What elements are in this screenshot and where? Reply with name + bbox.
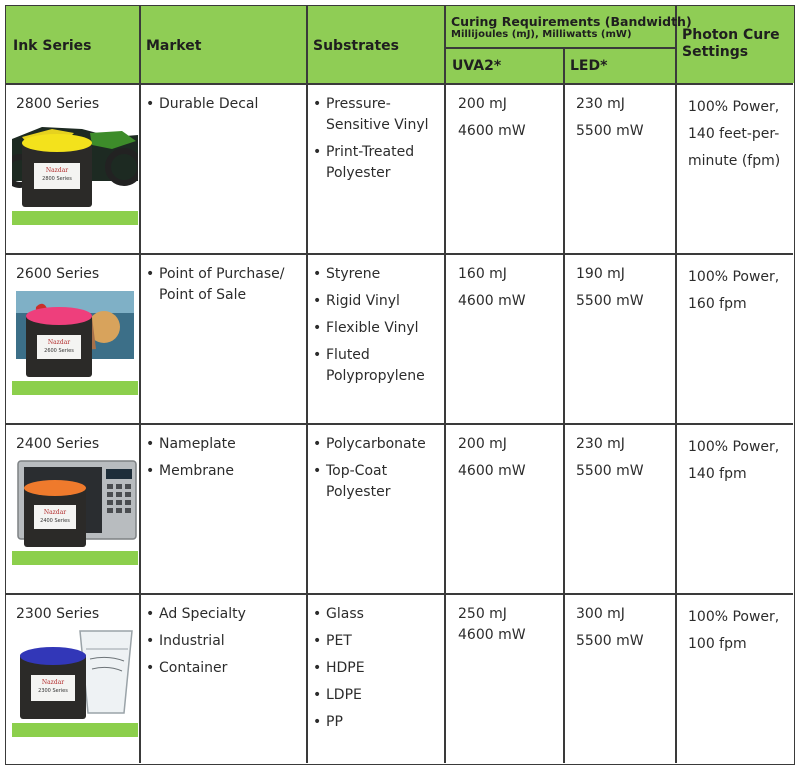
header-substrates: Substrates: [313, 38, 399, 54]
row-2300-series-name: 2300 Series: [16, 606, 100, 622]
row-2800-led: 230 mJ 5500 mW: [576, 96, 644, 139]
list-item: • Durable Decal: [146, 94, 301, 115]
row-2600-led: 190 mJ 5500 mW: [576, 266, 644, 309]
list-item: • Styrene: [313, 264, 441, 285]
header-uva2: UVA2*: [452, 58, 502, 74]
row-2600-uva2: 160 mJ 4600 mW: [458, 266, 526, 309]
jar-label-text: 2800 Series: [42, 176, 72, 182]
jar-brand-text: Nazdar: [47, 339, 71, 346]
list-item: • Fluted Polypropylene: [313, 345, 441, 387]
list-item: • Nameplate: [146, 434, 301, 455]
list-item: • Point of Purchase/ Point of Sale: [146, 264, 301, 306]
row-2600-series-name: 2600 Series: [16, 266, 100, 282]
list-item: • Pressure-Sensitive Vinyl: [313, 94, 441, 136]
row-2400-uva2: 200 mJ 4600 mW: [458, 436, 526, 479]
row-2400-market: [146, 434, 301, 488]
photo-2800-series: [12, 119, 138, 225]
jar-brand-text: Nazdar: [41, 679, 65, 686]
photo-2600-series: [12, 289, 138, 395]
list-item: • Glass: [313, 604, 441, 625]
list-item: • Ad Specialty: [146, 604, 301, 625]
list-item: • PET: [313, 631, 441, 652]
jar-label-text: 2300 Series: [38, 688, 68, 694]
row-2800-uva2: 200 mJ 4600 mW: [458, 96, 526, 139]
list-item: • Polycarbonate: [313, 434, 441, 455]
header-photon-cure: Photon Cure Settings: [682, 27, 780, 60]
jar-brand-text: Nazdar: [45, 167, 69, 174]
row-2300-photon: 100% Power, 100 fpm: [688, 609, 780, 652]
list-item: • Top-Coat Polyester: [313, 461, 441, 503]
jar-brand-text: Nazdar: [43, 509, 67, 516]
header-ink-series: Ink Series: [13, 38, 92, 54]
row-2800-market: [146, 94, 301, 121]
list-item: • Flexible Vinyl: [313, 318, 441, 339]
header-market: Market: [146, 38, 202, 54]
row-2300-substrates: [313, 604, 441, 739]
list-item: • Container: [146, 658, 301, 679]
list-item: • Print-Treated Polyester: [313, 142, 441, 184]
row-2300-uva2: 250 mJ 4600 mW: [458, 606, 526, 643]
row-2800-substrates: [313, 94, 441, 190]
row-2300-market: [146, 604, 301, 685]
list-item: • PP: [313, 712, 441, 733]
row-2800-photon: 100% Power, 140 feet-per-minute (fpm): [688, 99, 781, 169]
row-2400-series-name: 2400 Series: [16, 436, 100, 452]
list-item: • LDPE: [313, 685, 441, 706]
photo-2300-series: [12, 629, 138, 737]
list-item: • Membrane: [146, 461, 301, 482]
row-2800-series-name: 2800 Series: [16, 96, 100, 112]
jar-label-text: 2600 Series: [44, 348, 74, 354]
list-item: • Rigid Vinyl: [313, 291, 441, 312]
header-curing-units: Millijoules (mJ), Milliwatts (mW): [451, 29, 632, 40]
row-2600-market: [146, 264, 301, 312]
photo-2400-series: [12, 459, 138, 565]
row-2600-substrates: [313, 264, 441, 393]
row-2400-led: 230 mJ 5500 mW: [576, 436, 644, 479]
list-item: • HDPE: [313, 658, 441, 679]
ink-series-table: [5, 5, 795, 765]
row-2400-substrates: [313, 434, 441, 509]
row-2400-photon: 100% Power, 140 fpm: [688, 439, 780, 482]
header-led: LED*: [570, 58, 608, 74]
header-curing-requirements: Curing Requirements (Bandwidth): [451, 14, 692, 29]
list-item: • Industrial: [146, 631, 301, 652]
row-2300-led: 300 mJ 5500 mW: [576, 606, 644, 649]
row-2600-photon: 100% Power, 160 fpm: [688, 269, 780, 312]
jar-label-text: 2400 Series: [40, 518, 70, 524]
